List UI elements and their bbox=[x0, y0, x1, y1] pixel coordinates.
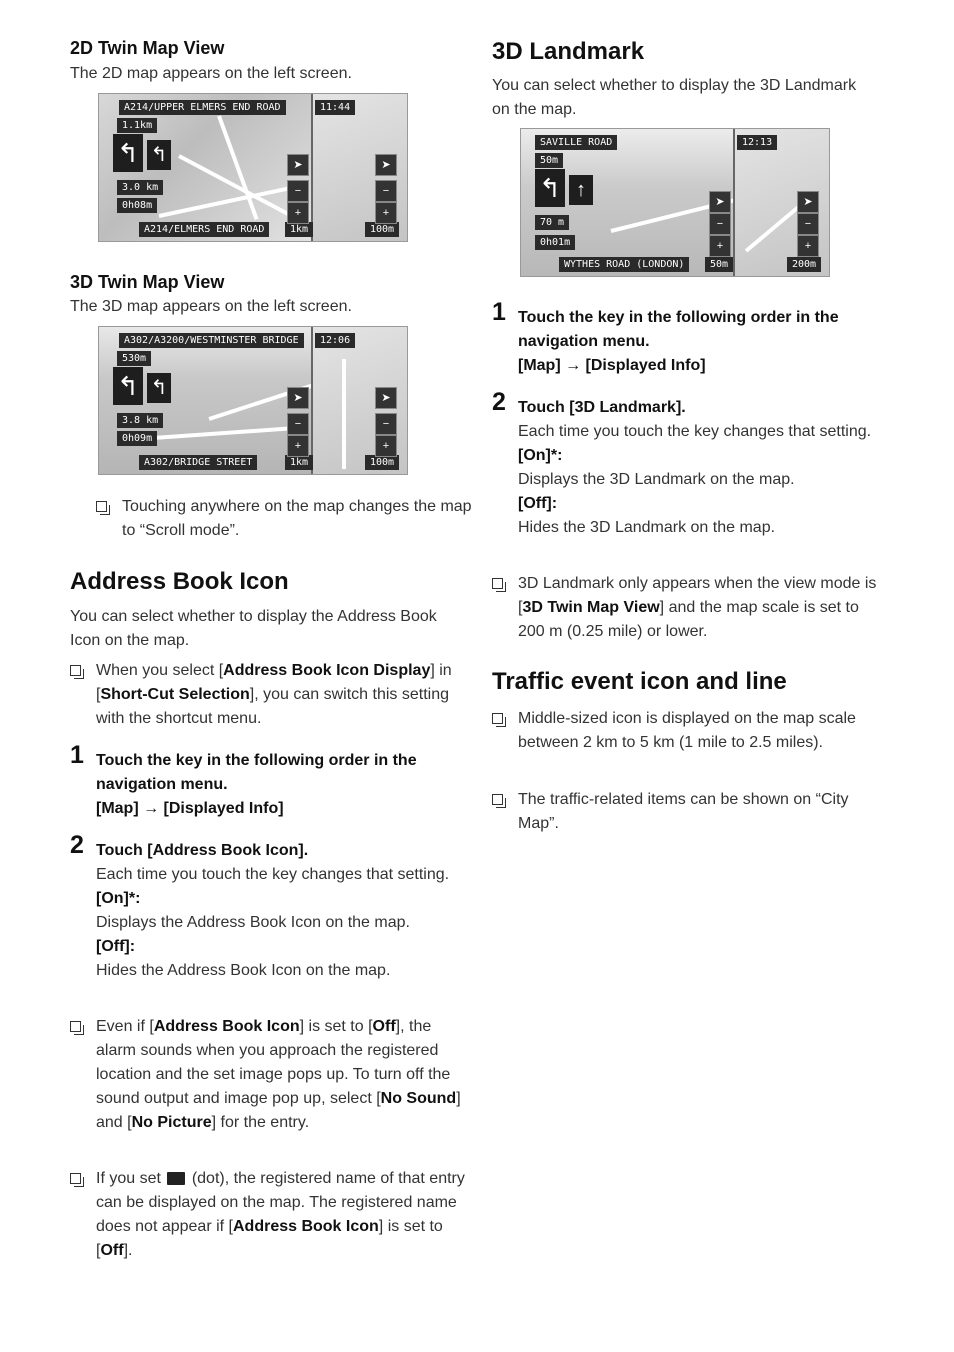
address-step-1: 1 Touch the key in the following order in the navigation menu. [Map] → [Displayed Info] bbox=[70, 741, 417, 817]
compass-icon: ➤ bbox=[287, 387, 309, 409]
clock: 12:13 bbox=[737, 135, 777, 150]
eta: 0h08m bbox=[117, 198, 157, 213]
landmark-screenshot bbox=[520, 128, 830, 277]
next-turn-distance: 530m bbox=[117, 351, 151, 366]
zoom-out-icon: − bbox=[287, 180, 309, 202]
checkbox-bullet-icon bbox=[70, 1021, 81, 1032]
zoom-in-icon-right: + bbox=[375, 435, 397, 457]
landmark-step-2: 2 Touch [3D Landmark]. Each time you touch the key changes that setting. [On]*: Displays the 3D Landmark on the map. [Off]: Hides the 3D Landmark on the map. bbox=[492, 388, 872, 536]
traffic-note-2: The traffic-related items can be shown on “City Map”. bbox=[492, 788, 888, 836]
remaining-distance: 3.0 km bbox=[117, 180, 163, 195]
checkbox-bullet-icon bbox=[70, 1173, 81, 1184]
step-number: 1 bbox=[70, 741, 84, 769]
zoom-in-icon-right: + bbox=[797, 235, 819, 257]
compass-icon-right: ➤ bbox=[375, 154, 397, 176]
twin3d-screenshot bbox=[98, 326, 408, 475]
zoom-out-icon: − bbox=[709, 213, 731, 235]
twin2d-heading: 2D Twin Map View bbox=[70, 38, 225, 58]
checkbox-bullet-icon bbox=[70, 665, 81, 676]
shortcut-note: When you select [Address Book Icon Display] in [Short-Cut Selection], you can switch this setting with the shortcut menu. bbox=[70, 659, 466, 731]
alarm-note: Even if [Address Book Icon] is set to [Off], the alarm sounds when you approach the registered location and the set image pops up. To turn off the sound output and image pop up, select [No Sound] and [No Picture] for the entry. bbox=[70, 1015, 466, 1135]
landmark-intro: You can select whether to display the 3D Landmark on the map. bbox=[492, 77, 857, 118]
left-scale: 50m bbox=[705, 257, 733, 272]
eta: 0h01m bbox=[535, 235, 575, 250]
address-intro: You can select whether to display the Address Book Icon on the map. bbox=[70, 608, 437, 649]
traffic-heading: Traffic event icon and line bbox=[492, 668, 787, 695]
bottom-road-label: A214/ELMERS END ROAD bbox=[139, 222, 269, 237]
zoom-in-icon: + bbox=[709, 235, 731, 257]
zoom-out-icon: − bbox=[287, 413, 309, 435]
landmark-note: 3D Landmark only appears when the view mode is [3D Twin Map View] and the map scale is set to 200 m (0.25 mile) or lower. bbox=[492, 572, 888, 644]
right-scale: 100m bbox=[365, 455, 399, 470]
checkbox-bullet-icon bbox=[492, 713, 503, 724]
straight-arrow-icon: ↑ bbox=[569, 175, 593, 205]
zoom-out-icon-right: − bbox=[797, 213, 819, 235]
clock: 11:44 bbox=[315, 100, 355, 115]
bottom-road-label: A302/BRIDGE STREET bbox=[139, 455, 257, 470]
checkbox-bullet-icon bbox=[96, 501, 107, 512]
scroll-mode-note: Touching anywhere on the map changes the map to “Scroll mode”. bbox=[96, 495, 482, 543]
turn-arrow-icon: ↰ bbox=[113, 134, 143, 172]
traffic-note-1: Middle-sized icon is displayed on the map scale between 2 km to 5 km (1 mile to 2.5 miles). bbox=[492, 707, 888, 755]
right-scale: 200m bbox=[787, 257, 821, 272]
zoom-out-icon-right: − bbox=[375, 180, 397, 202]
right-scale: 100m bbox=[365, 222, 399, 237]
compass-icon: ➤ bbox=[709, 191, 731, 213]
next-turn-distance: 1.1km bbox=[117, 118, 157, 133]
twin3d-heading: 3D Twin Map View bbox=[70, 272, 225, 292]
twin2d-desc: The 2D map appears on the left screen. bbox=[70, 65, 352, 82]
address-heading: Address Book Icon bbox=[70, 568, 289, 595]
next-turn-distance: 50m bbox=[535, 153, 563, 168]
eta: 0h09m bbox=[117, 431, 157, 446]
zoom-in-icon: + bbox=[287, 202, 309, 224]
clock: 12:06 bbox=[315, 333, 355, 348]
remaining-distance: 3.8 km bbox=[117, 413, 163, 428]
dot-note: If you set (dot), the registered name of that entry can be displayed on the map. The registered name does not appear if [Address Book Icon] is set to [Off]. bbox=[70, 1167, 466, 1263]
top-road-label: A214/UPPER ELMERS END ROAD bbox=[119, 100, 286, 115]
remaining-distance: 70 m bbox=[535, 215, 569, 230]
left-scale: 1km bbox=[285, 455, 313, 470]
landmark-step-1: 1 Touch the key in the following order in the navigation menu. [Map] → [Displayed Info] bbox=[492, 298, 839, 374]
dot-icon bbox=[167, 1172, 185, 1185]
zoom-in-icon: + bbox=[287, 435, 309, 457]
checkbox-bullet-icon bbox=[492, 794, 503, 805]
step-number: 2 bbox=[492, 388, 506, 416]
second-turn-arrow-icon: ↰ bbox=[147, 373, 171, 403]
twin2d-screenshot bbox=[98, 93, 408, 242]
step-number: 2 bbox=[70, 831, 84, 859]
compass-icon: ➤ bbox=[287, 154, 309, 176]
landmark-heading: 3D Landmark bbox=[492, 38, 645, 65]
compass-icon-right: ➤ bbox=[797, 191, 819, 213]
zoom-out-icon-right: − bbox=[375, 413, 397, 435]
address-step-2: 2 Touch [Address Book Icon]. Each time you touch the key changes that setting. [On]*: Displays the Address Book Icon on the map. [Off]: Hides the Address Book Icon on the map. bbox=[70, 831, 450, 979]
zoom-in-icon-right: + bbox=[375, 202, 397, 224]
left-scale: 1km bbox=[285, 222, 313, 237]
twin3d-desc: The 3D map appears on the left screen. bbox=[70, 298, 352, 315]
step-number: 1 bbox=[492, 298, 506, 326]
checkbox-bullet-icon bbox=[492, 578, 503, 589]
top-road-label: SAVILLE ROAD bbox=[535, 135, 617, 150]
turn-arrow-icon: ↰ bbox=[113, 367, 143, 405]
turn-arrow-icon: ↰ bbox=[535, 169, 565, 207]
top-road-label: A302/A3200/WESTMINSTER BRIDGE bbox=[119, 333, 304, 348]
compass-icon-right: ➤ bbox=[375, 387, 397, 409]
bottom-road-label: WYTHES ROAD (LONDON) bbox=[559, 257, 689, 272]
second-turn-arrow-icon: ↰ bbox=[147, 140, 171, 170]
